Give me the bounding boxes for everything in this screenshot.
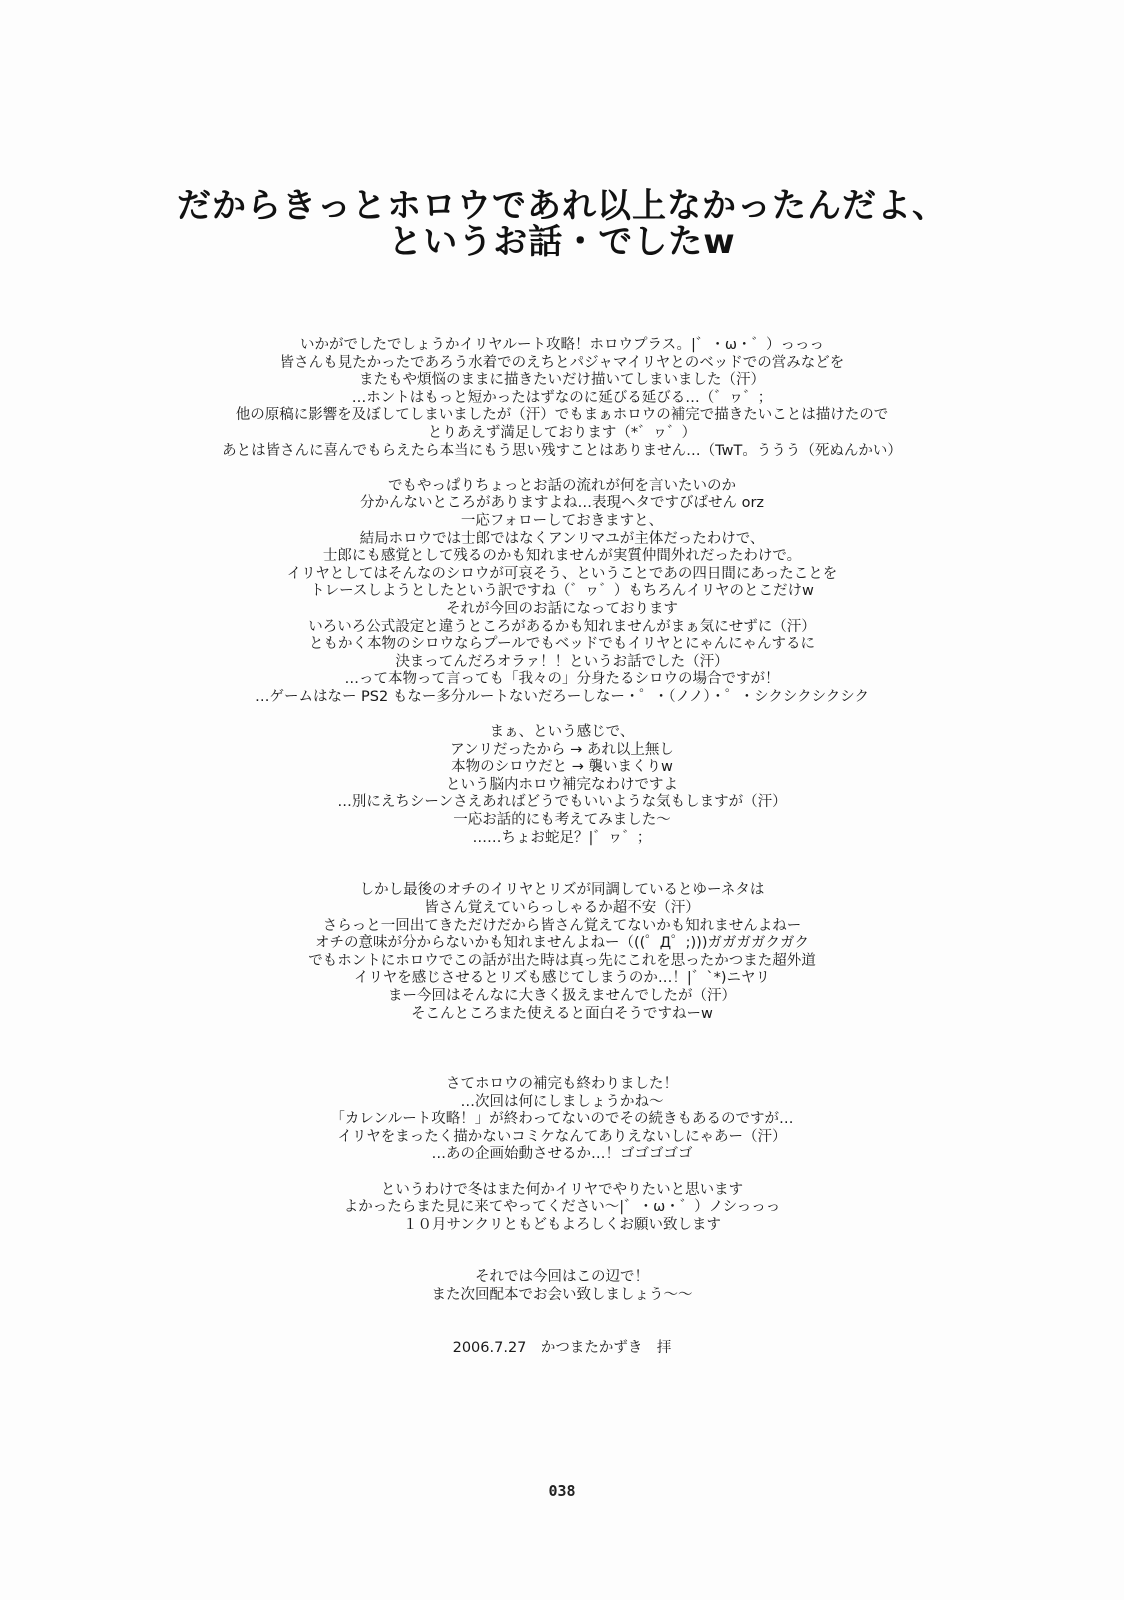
text-line: とりあえず満足しております（*゛ヮ゛） <box>427 424 697 441</box>
paragraph-gap <box>0 1234 1124 1269</box>
text-line: 他の原稿に影響を及ぼしてしまいましたが（汗）でもまぁホロウの補完で描きたいことは描けたので <box>235 407 889 424</box>
paragraph-gap <box>0 460 1124 478</box>
text-line: 一応お話的にも考えてみました～ <box>453 812 671 829</box>
text-line: さてホロウの補完も終わりました！ <box>446 1075 678 1092</box>
text-line: アンリだったから → あれ以上無し <box>450 741 674 758</box>
text-line: 一応フォローしておきますと、 <box>460 512 664 529</box>
text-line: いろいろ公式設定と違うところがあるかも知れませんがまぁ気にせずに（汗） <box>308 618 816 635</box>
text-line: …って本物って言っても「我々の」分身たるシロウの場合ですが！ <box>344 671 780 688</box>
text-line: あとは皆さんに喜んでもらえたら本当にもう思い残すことはありません…（TwT。ううう（死ぬんかい） <box>222 442 902 459</box>
paragraph-gap <box>0 706 1124 724</box>
text-line: ……ちょお蛇足？|゛ヮ゛； <box>472 829 652 846</box>
text-line: しかし最後のオチのイリヤとリズが同調しているとゆーネタは <box>359 882 765 899</box>
paragraph-gap <box>0 847 1124 882</box>
text-line: イリヤとしてはそんなのシロウが可哀そう、ということであの四日間にあったことを <box>286 565 838 582</box>
text-line: …ゲームはなー PS2 もなー多分ルートないだろーしなー・゜・（ノノ）・゜・シクシクシクシク <box>254 688 870 705</box>
text-line: …ホントはもっと短かったはずなのに延びる延びる…（゛ヮ゛； <box>351 389 773 406</box>
text-line: オチの意味が分からないかも知れませんよねー（((゜Д゜;)))ガガガガクガク <box>315 935 809 952</box>
text-line: いかがでしたでしょうかイリヤルート攻略！ホロウプラス。|゛・ω・゛）っっっ <box>299 337 825 353</box>
text-line: それでは今回はこの辺で！ <box>475 1269 649 1286</box>
text-line: 皆さんも見たかったであろう水着でのえちとパジャマイリヤとのベッドでの営みなどを <box>279 354 845 371</box>
text-line: というわけで冬はまた何かイリヤでやりたいと思います <box>380 1181 744 1198</box>
text-line: イリヤを感じさせるとリズも感じてしまうのか…！|゛`*)ニヤリ <box>354 970 770 987</box>
paragraph-gap <box>0 1305 1124 1340</box>
text-line: よかったらまた見に来てやってください～|゛・ω・゛）ノシっっっ <box>343 1199 781 1216</box>
text-line: 決まってんだろオラァ！！というお話でした（汗） <box>395 653 729 670</box>
text-line: まー今回はそんなに大きく扱えませんでしたが（汗） <box>388 987 736 1004</box>
text-line: …次回は何にしましょうかね～ <box>460 1093 664 1110</box>
text-line: イリヤをまったく描かないコミケなんてありえないしにゃあー（汗） <box>337 1128 787 1145</box>
text-line: という脳内ホロウ補完なわけですよ <box>446 776 678 793</box>
text-line: 結局ホロウでは士郎ではなくアンリマユが主体だったわけで、 <box>359 530 765 547</box>
text-line: 「カレンルート攻略！」が終わってないのでその続きもあるのですが… <box>330 1111 794 1128</box>
text-line: でもやっぱりちょっとお話の流れが何を言いたいのか <box>388 477 736 494</box>
text-line: …あの企画始動させるか…！ゴゴゴゴゴ <box>431 1146 693 1163</box>
text-line: ともかく本物のシロウならプールでもベッドでもイリヤとにゃんにゃんするに <box>309 636 815 653</box>
text-line: さらっと一回出てきただけだから皆さん覚えてないかも知れませんよねー <box>322 917 802 934</box>
paragraph-gap <box>0 1164 1124 1182</box>
signature-date: 2006.7.27 かつまたかずき 拝 <box>452 1339 672 1356</box>
text-line: でもホントにホロウでこの話が出た時は真っ先にこれを思ったかつまた超外道 <box>308 952 816 969</box>
text-line: それが今回のお話になっております <box>446 600 678 617</box>
text-line: １０月サンクリともどもよろしくお願い致します <box>403 1216 721 1233</box>
text-line: 本物のシロウだと → 襲いまくりw <box>451 759 673 776</box>
page-title-line-2: というお話・でしたw <box>388 222 736 262</box>
text-line: トレースしようとしたという訳ですね（゛ヮ゛）もちろんイリヤのとこだけw <box>310 583 814 600</box>
text-line: 皆さん覚えていらっしゃるか超不安（汗） <box>424 900 700 916</box>
text-line: そこんところまた使えると面白そうですねーw <box>411 1005 713 1022</box>
paragraph-gap <box>0 1058 1124 1076</box>
text-line: またもや煩悩のままに描きたいだけ描いてしまいました（汗） <box>359 372 765 389</box>
text-line: まぁ、という感じで、 <box>489 724 635 741</box>
text-line: また次回配本でお会い致しましょう～～ <box>431 1287 693 1304</box>
text-line: …別にえちシーンさえあればどうでもいいような気もしますが（汗） <box>337 794 787 811</box>
text-line: 士郎にも感覚として残るのかも知れませんが実質仲間外れだったわけで。 <box>322 548 802 565</box>
paragraph-gap <box>0 1023 1124 1058</box>
text-line: 分かんないところがありますよね…表現ヘタですびばせん orz <box>359 495 765 512</box>
afterword-body <box>0 337 1124 1357</box>
page-number: 038 <box>548 1482 576 1500</box>
page-title-line-1: だからきっとホロウであれ以上なかったんだよ、 <box>177 186 947 226</box>
